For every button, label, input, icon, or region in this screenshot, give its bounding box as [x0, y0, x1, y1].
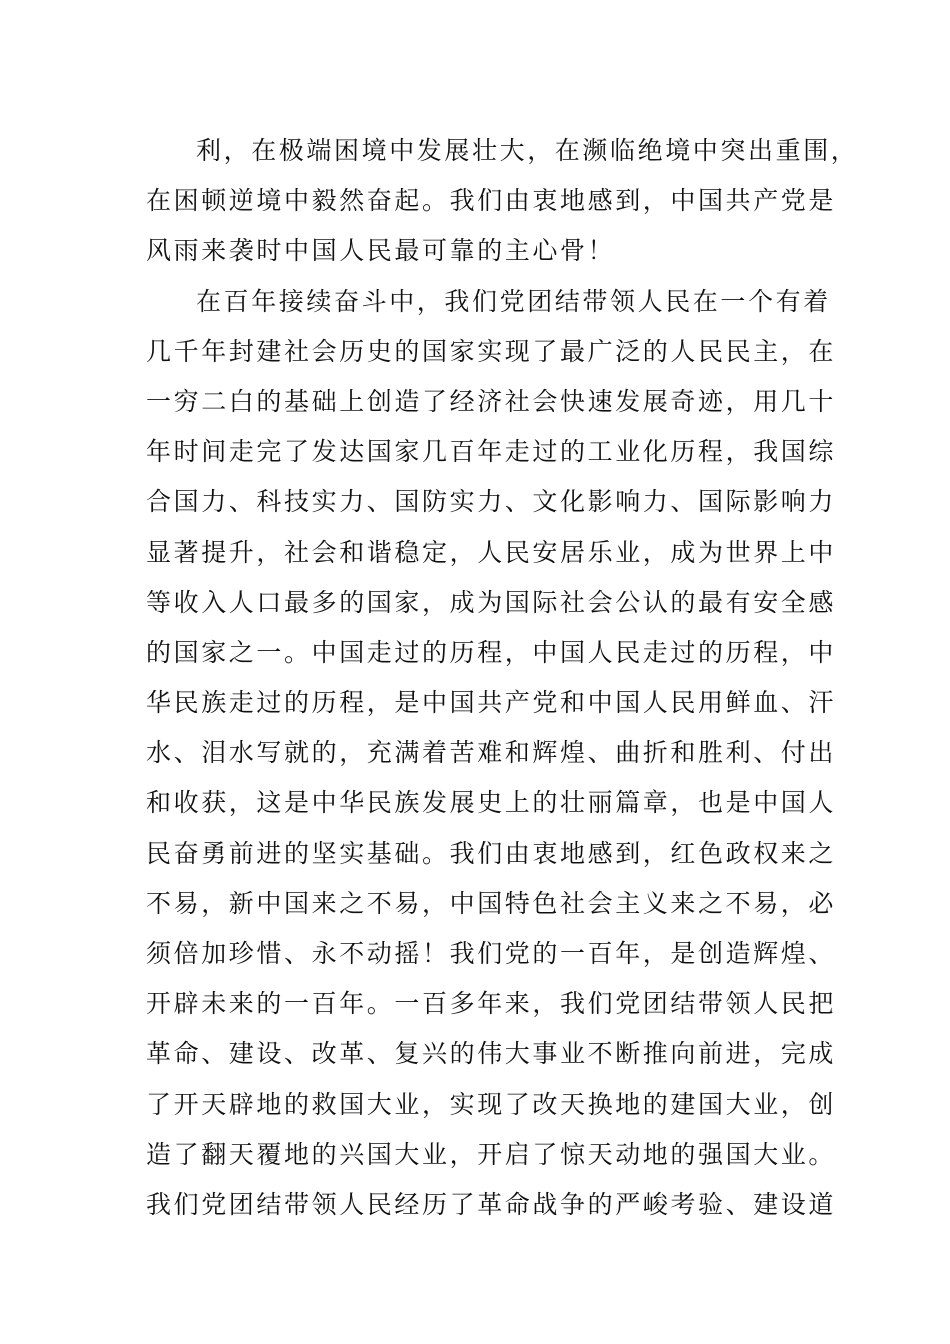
text-line: 利，在极端困境中发展壮大，在濒临绝境中突出重围，: [196, 136, 859, 165]
text-line: 民奋勇前进的坚实基础。我们由衷地感到，红色政权来之: [146, 838, 837, 868]
text-line: 等收入人口最多的国家，成为国际社会公认的最有安全感: [146, 587, 837, 617]
text-line: 须倍加珍惜、永不动摇！我们党的一百年，是创造辉煌、: [146, 939, 837, 968]
text-line: 年时间走完了发达国家几百年走过的工业化历程，我国综: [146, 437, 837, 467]
text-line: 风雨来袭时中国人民最可靠的主心骨！: [146, 236, 616, 266]
text-line: 开辟未来的一百年。一百多年来，我们党团结带领人民把: [146, 989, 837, 1019]
text-line: 显著提升，社会和谐稳定，人民安居乐业，成为世界上中: [146, 537, 837, 567]
text-line: 华民族走过的历程，是中国共产党和中国人民用鲜血、汗: [146, 688, 837, 718]
text-line: 和收获，这是中华民族发展史上的壮丽篇章，也是中国人: [146, 788, 837, 818]
text-line: 水、泪水写就的，充满着苦难和辉煌、曲折和胜利、付出: [146, 738, 837, 768]
text-line: 我们党团结带领人民经历了革命战争的严峻考验、建设道: [146, 1189, 837, 1219]
text-line: 一穷二白的基础上创造了经济社会快速发展奇迹，用几十: [146, 386, 837, 416]
text-line: 革命、建设、改革、复兴的伟大事业不断推向前进，完成: [146, 1039, 837, 1069]
text-line: 了开天辟地的救国大业，实现了改天换地的建国大业，创: [146, 1089, 837, 1119]
text-line: 合国力、科技实力、国防实力、文化影响力、国际影响力: [146, 487, 837, 517]
text-line: 几千年封建社会历史的国家实现了最广泛的人民民主，在: [146, 336, 837, 366]
text-line: 在困顿逆境中毅然奋起。我们由衷地感到，中国共产党是: [146, 186, 837, 216]
text-line: 不易，新中国来之不易，中国特色社会主义来之不易，必: [146, 888, 837, 918]
text-line: 的国家之一。中国走过的历程，中国人民走过的历程，中: [146, 637, 837, 667]
body-text: [146, 126, 859, 1230]
text-line: 造了翻天覆地的兴国大业，开启了惊天动地的强国大业。: [146, 1139, 837, 1169]
text-line: 在百年接续奋斗中，我们党团结带领人民在一个有着: [196, 286, 831, 316]
